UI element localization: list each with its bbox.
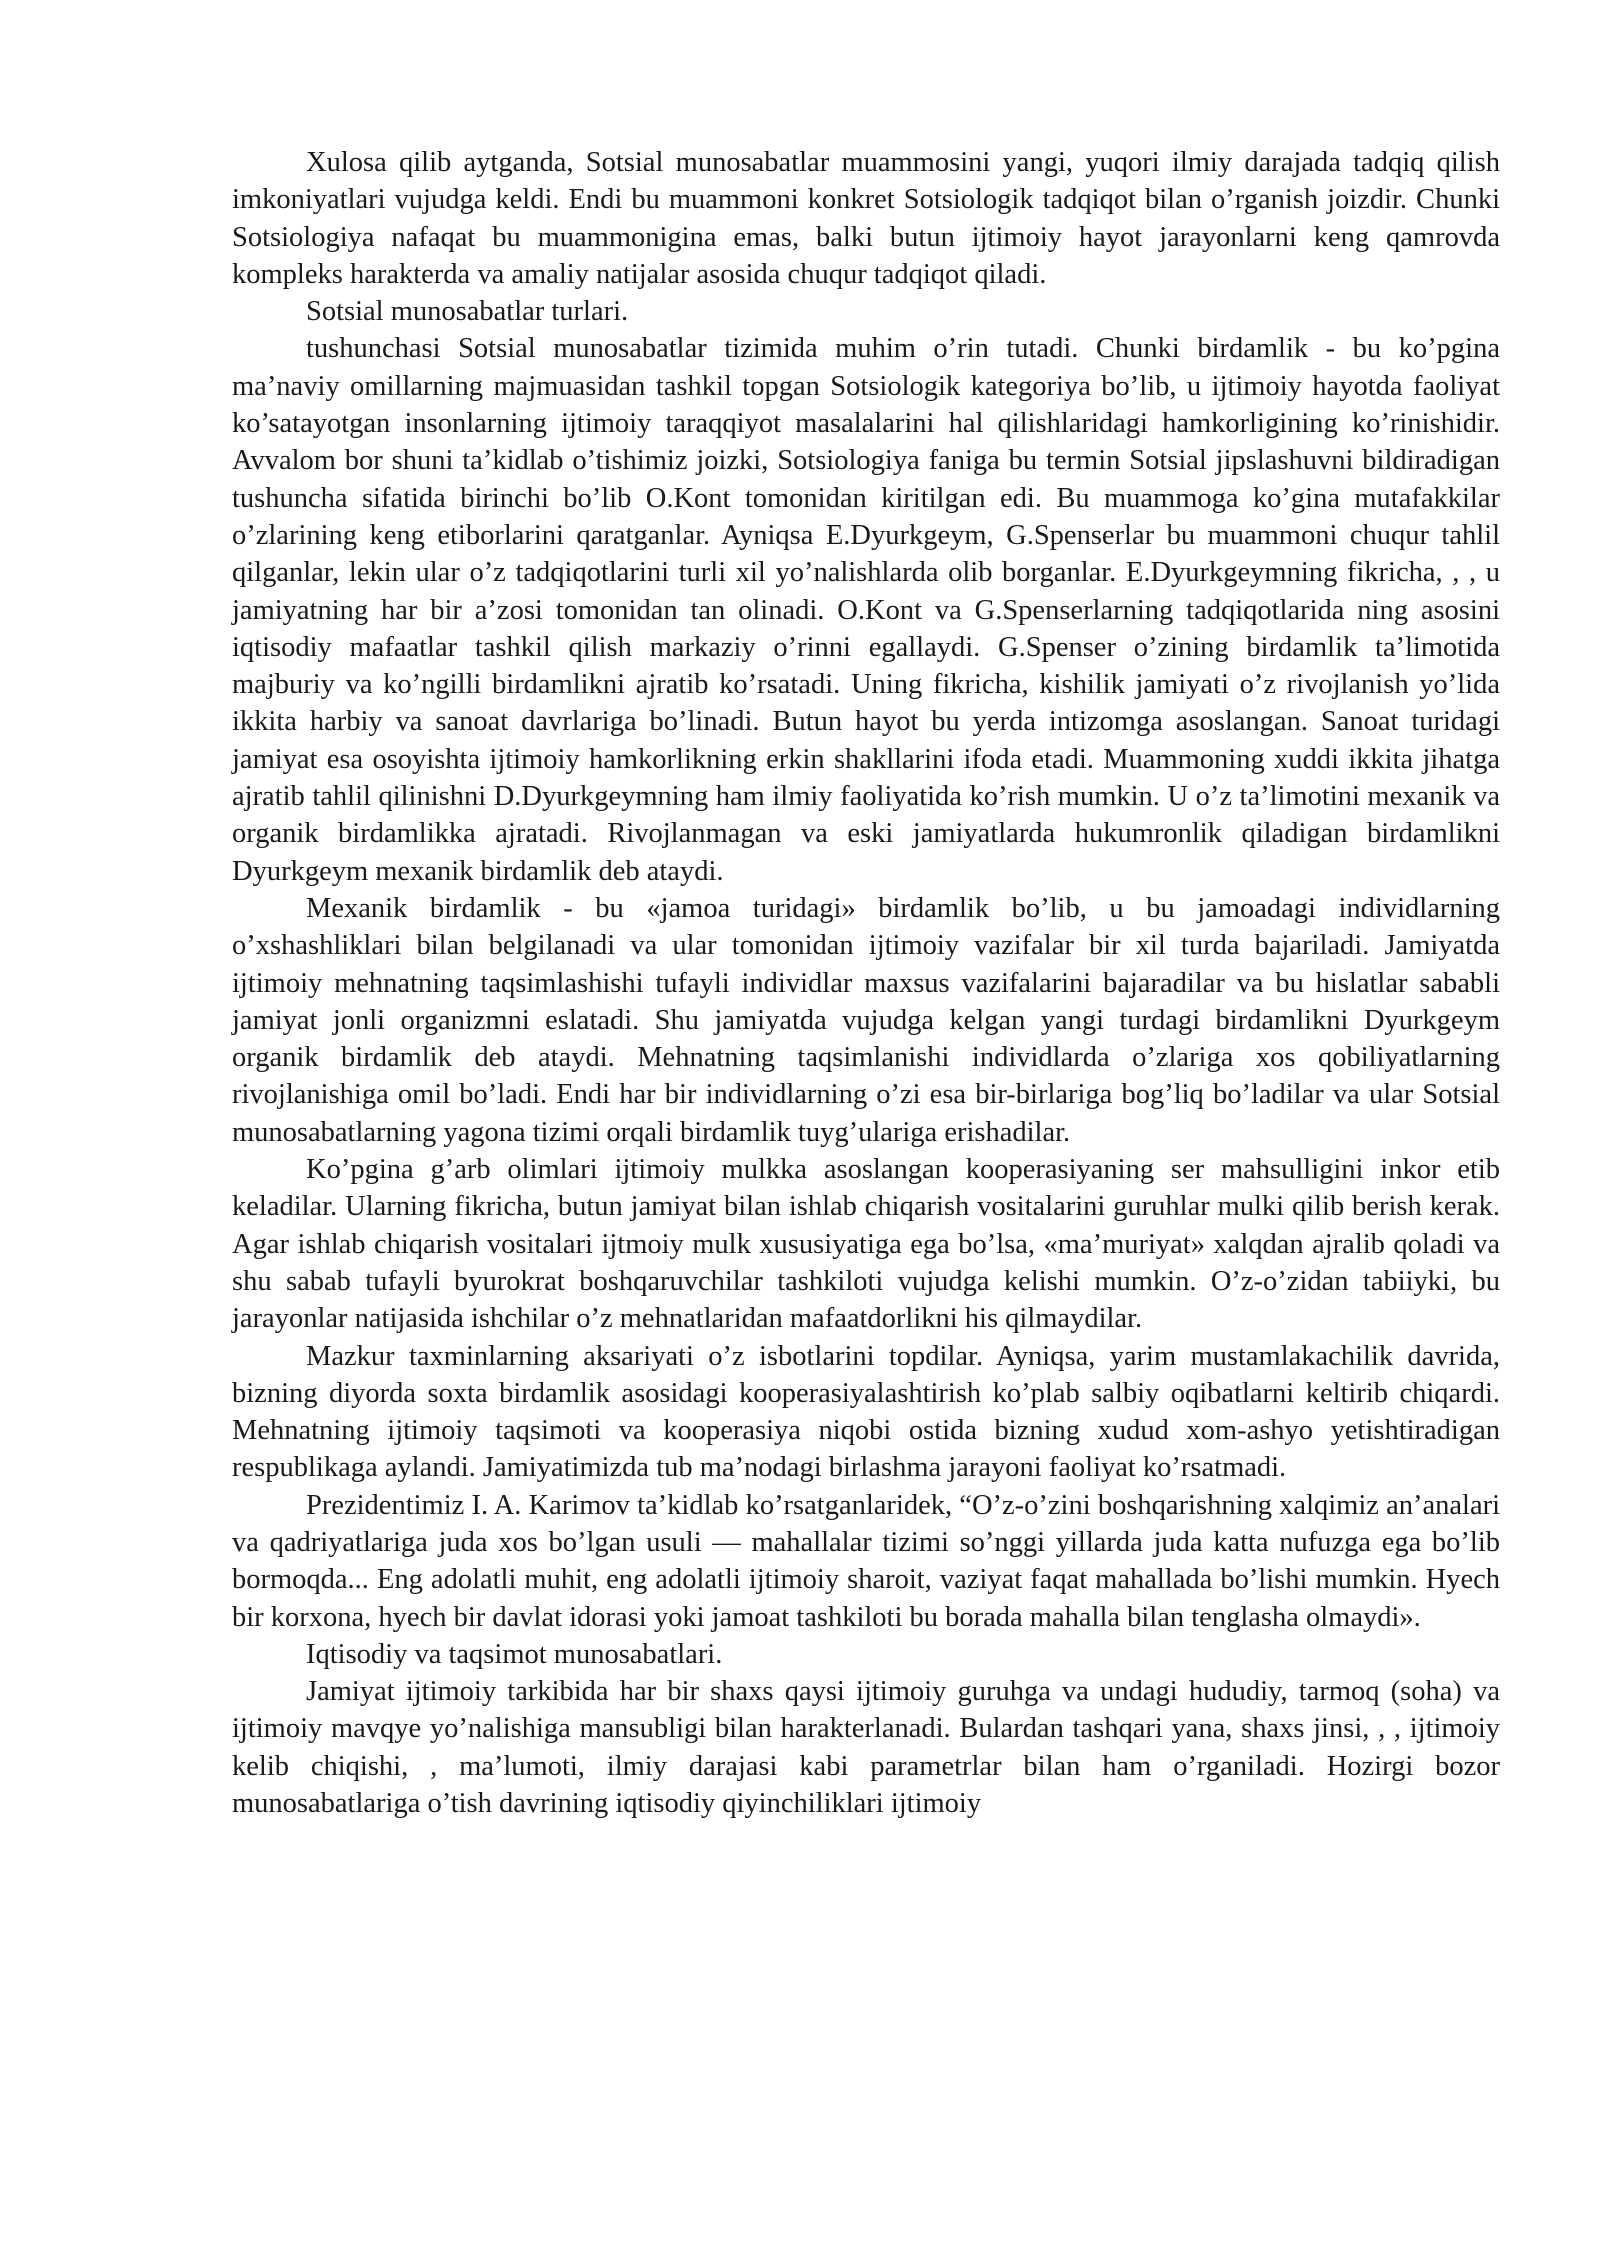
paragraph-assumptions: Mazkur taxminlarning aksariyati o’z isbotlarini topdilar. Ayniqsa, yarim mustamlakachilik davrida, bizning diyorda soxta birdamlik asosidagi kooperasiyalashtirish ko’plab salbiy oqibatlarni keltirib chiqardi. Mehnatning ijtimoiy taqsimoti va kooperasiya niqobi ostida bizning xudud xom-ashyo yetishtiradigan respublikaga aylandi. Jamiyatimizda tub ma’nodagi birlashma jarayoni faoliyat ko’rsatmadi.	[232, 1340, 1500, 1484]
paragraph-solidarity: tushunchasi Sotsial munosabatlar tizimida muhim o’rin tutadi. Chunki birdamlik - bu ko’pgina ma’naviy omillarning majmuasidan tashkil topgan Sotsiologik kategoriya bo’lib, u ijtimoiy hayotda faoliyat ko’satayotgan insonlarning ijtimoiy taraqqiyot masalalarini hal qilishlaridagi hamkorligining ko’rinishidir. Avvalom bor shuni ta’kidlab o’tishimiz joizki, Sotsiologiya faniga bu termin Sotsial jipslashuvni bildiradigan tushuncha sifatida birinchi bo’lib O.Kont tomonidan kiritilgan edi. Bu muammoga ko’gina mutafakkilar o’zlarining keng etiborlarini qaratganlar. Ayniqsa E.Dyurkgeym, G.Spenserlar bu muammoni chuqur tahlil qilganlar, lekin ular o’z tadqiqotlarini turli xil yo’nalishlarda olib borganlar. E.Dyurkgeymning fikricha, , , u jamiyatning har bir a’zosi tomonidan tan olinadi. O.Kont va G.Spenserlarning tadqiqotlarida ning asosini iqtisodiy mafaatlar tashkil qilish markaziy o’rinni egallaydi. G.Spenser o’zining birdamlik ta’limotida majburiy va ko’ngilli birdamlikni ajratib ko’rsatadi. Uning fikricha, kishilik jamiyati o’z rivojlanish yo’lida ikkita harbiy va sanoat davrlariga bo’linadi. Butun hayot bu yerda intizomga asoslangan. Sanoat turidagi jamiyat esa osoyishta ijtimoiy hamkorlikning erkin shakllarini ifoda etadi. Muammoning xuddi ikkita jihatga ajratib tahlil qilinishni D.Dyurkgeymning ham ilmiy faoliyatida ko’rish mumkin. U o’z ta’limotini mexanik va organik birdamlikka ajratadi. Rivojlanmagan va eski jamiyatlarda hukumronlik qiladigan birdamlikni Dyurkgeym mexanik birdamlik deb ataydi.	[232, 333, 1500, 887]
paragraph-social-structure: Jamiyat ijtimoiy tarkibida har bir shaxs qaysi ijtimoiy guruhga va undagi hududiy, tarmoq (soha) va ijtimoiy mavqye yo’nalishiga mansubligi bilan harakterlanadi. Bulardan tashqari yana, shaxs jinsi, , , ijtimoiy kelib chiqishi, , ma’lumoti, ilmiy darajasi kabi parametrlar bilan ham o’rganiladi. Hozirgi bozor munosabatlariga o’tish davrining iqtisodiy qiyinchiliklari ijtimoiy	[232, 1676, 1500, 1820]
paragraph-mechanical-solidarity: Mexanik birdamlik - bu «jamoa turidagi» birdamlik bo’lib, u bu jamoadagi individlarning o’xshashliklari bilan belgilanadi va ular tomonidan ijtimoiy vazifalar bir xil turda bajariladi. Jamiyatda ijtimoiy mehnatning taqsimlashishi tufayli individlar maxsus vazifalarini bajaradilar va bu hislatlar sababli jamiyat jonli organizmni eslatadi. Shu jamiyatda vujudga kelgan yangi turdagi birdamlikni Dyurkgeym organik birdamlik deb ataydi. Mehnatning taqsimlanishi individlarda o’zlariga xos qobiliyatlarning rivojlanishiga omil bo’ladi. Endi har bir individlarning o’zi esa bir-birlariga bog’liq bo’ladilar va ular Sotsial munosabatlarning yagona tizimi orqali birdamlik tuyg’ulariga erishadilar.	[232, 892, 1500, 1148]
paragraph-conclusion: Xulosa qilib aytganda, Sotsial munosabatlar muammosini yangi, yuqori ilmiy darajada tadqiq qilish imkoniyatlari vujudga keldi. Endi bu muammoni konkret Sotsiologik tadqiqot bilan o’rganish joizdir. Chunki Sotsiologiya nafaqat bu muammonigina emas, balki butun ijtimoiy hayot jarayonlarni keng qamrovda kompleks harakterda va amaliy natijalar asosida chuqur tadqiqot qiladi.	[232, 147, 1500, 290]
heading-social-relations-types: Sotsial munosabatlar turlari.	[306, 296, 629, 328]
heading-economic-relations: Iqtisodiy va taqsimot munosabatlari.	[306, 1638, 723, 1670]
paragraph-western-scholars: Ko’pgina g’arb olimlari ijtimoiy mulkka asoslangan kooperasiyaning ser mahsulligini inkor etib keladilar. Ularning fikricha, butun jamiyat bilan ishlab chiqarish vositalarini guruhlar mulki qilib berish kerak. Agar ishlab chiqarish vositalari ijtmoiy mulk xususiyatiga ega bo’lsa, «ma’muriyat» xalqdan ajralib qoladi va shu sabab tufayli byurokrat boshqaruvchilar tashkiloti vujudga kelishi mumkin. O’z-o’zidan tabiiyki, bu jarayonlar natijasida ishchilar o’z mehnatlaridan mafaatdorlikni his qilmaydilar.	[232, 1154, 1500, 1335]
paragraph-president-quote: Prezidentimiz I. A. Karimov ta’kidlab ko’rsatganlaridek, “O’z-o’zini boshqarishning xalqimiz an’analari va qadriyatlariga juda xos bo’lgan usuli — mahallalar tizimi so’nggi yillarda juda katta nufuzga ega bo’lib bormoqda... Eng adolatli muhit, eng adolatli ijtimoiy sharoit, vaziyat faqat mahallada bo’lishi mumkin. Hyech bir korxona, hyech bir davlat idorasi yoki jamoat tashkiloti bu borada mahalla bilan tenglasha olmaydi».	[232, 1489, 1500, 1633]
document-page	[232, 144, 1500, 1822]
